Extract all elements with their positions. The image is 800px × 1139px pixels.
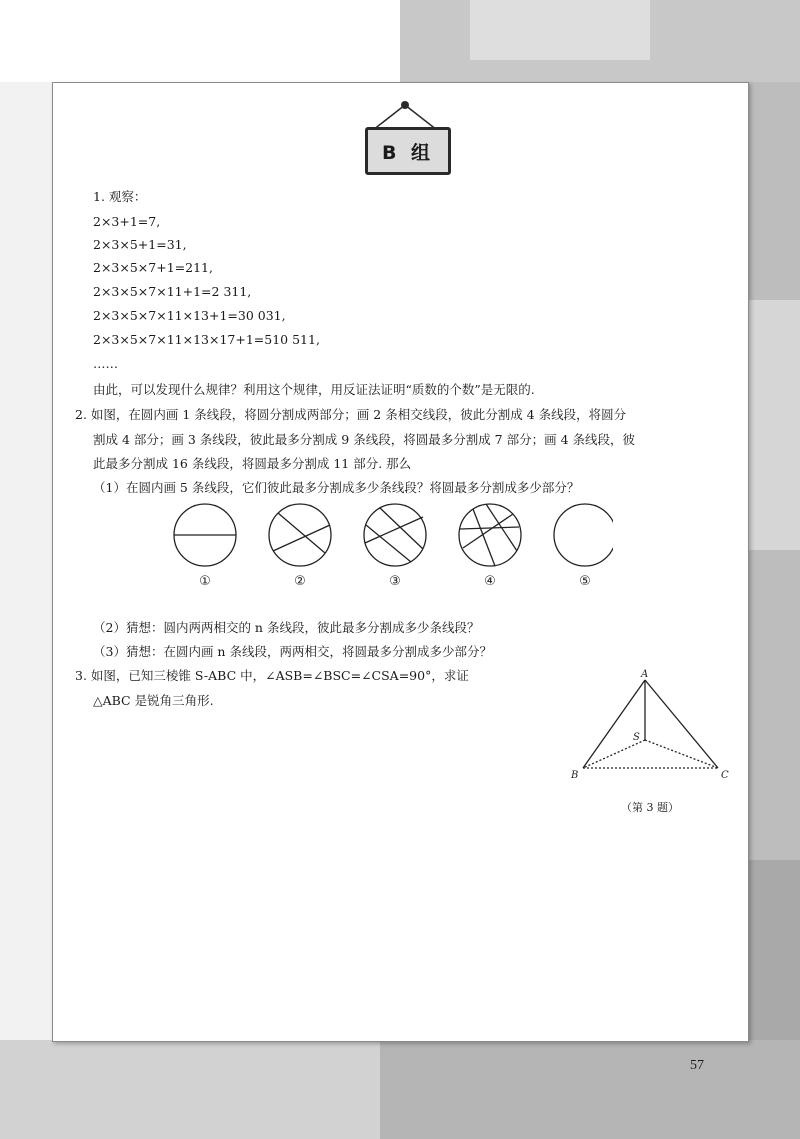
- section-sign: [365, 97, 451, 183]
- chord: [473, 509, 495, 566]
- q1-equation: 2×3×5×7×11×13×17+1=510 511,: [93, 332, 320, 347]
- bg-tile: [747, 300, 800, 550]
- edge-ab: [583, 680, 645, 768]
- bg-tile: [470, 0, 650, 60]
- bg-tile: [0, 1040, 380, 1139]
- q1-equation: 2×3×5+1=31,: [93, 237, 187, 252]
- q3-line2: △ABC 是锐角三角形.: [93, 693, 214, 708]
- vertex-label: A: [641, 669, 649, 680]
- vertex-label: B: [571, 770, 579, 781]
- circle-figure-4: [459, 504, 521, 566]
- circle-label: ④: [484, 574, 496, 589]
- q1-equation: 2×3×5×7+1=211,: [93, 260, 213, 275]
- q2-line: 此最多分割成 16 条线段，将圆最多分割成 11 部分. 那么: [93, 456, 412, 471]
- circle-label: ③: [389, 574, 401, 589]
- bg-tile: [0, 0, 400, 82]
- bg-tile: [747, 860, 800, 1040]
- chord: [273, 525, 330, 551]
- vertex-label: C: [721, 770, 729, 781]
- q2-sub1: （1）在圆内画 5 条线段，它们彼此最多分割成多少条线段？将圆最多分割成多少部分？: [93, 480, 580, 495]
- circle-figure-5: [554, 504, 613, 566]
- q1-equation: 2×3×5×7×11+1=2 311,: [93, 284, 252, 299]
- circle-label: ①: [199, 574, 211, 589]
- q2-sub3: （3）猜想：在圆内画 n 条线段，两两相交，将圆最多分割成多少部分？: [93, 644, 492, 659]
- chord: [463, 514, 513, 548]
- q1-equation: 2×3+1=7,: [93, 214, 161, 229]
- q1-conclusion: 由此，可以发现什么规律？利用这个规律，用反证法证明“质数的个数”是无限的.: [93, 382, 535, 397]
- chord: [460, 527, 519, 529]
- edge-ac: [645, 680, 718, 768]
- q1-equation: 2×3×5×7×11×13+1=30 031,: [93, 308, 286, 323]
- circle-label: ⑤: [579, 574, 591, 589]
- q1-title: 1. 观察：: [93, 189, 147, 204]
- q2-line: 2. 如图，在圆内画 1 条线段，将圆分割成两部分；画 2 条相交线段，彼此分割成 4 条线段，将圆分: [75, 407, 627, 422]
- vertex-label: S: [633, 732, 640, 743]
- circle-figure-3: [364, 504, 426, 566]
- circle-label: ②: [294, 574, 306, 589]
- chord: [380, 508, 423, 549]
- textbook-page: [52, 82, 749, 1042]
- q2-sub2: （2）猜想：圆内两两相交的 n 条线段，彼此最多分割成多少条线段？: [93, 620, 480, 635]
- q3-line1: 3. 如图，已知三棱锥 S-ABC 中，∠ASB=∠BSC=∠CSA=90°，求证: [75, 668, 469, 683]
- pyramid-figure: [563, 668, 743, 793]
- circle-figures: [173, 503, 613, 593]
- q2-line: 割成 4 部分；画 3 条线段，彼此最多分割成 9 条线段，将圆最多分割成 7 部分；画 4 条线段，彼: [93, 432, 635, 447]
- section-label: B 组: [365, 127, 451, 175]
- figure-caption: （第 3 题）: [621, 801, 679, 814]
- q1-equation: ……: [93, 356, 118, 371]
- bg-tile: [0, 82, 52, 1040]
- page-number: 57: [690, 1058, 704, 1073]
- chord: [278, 513, 325, 553]
